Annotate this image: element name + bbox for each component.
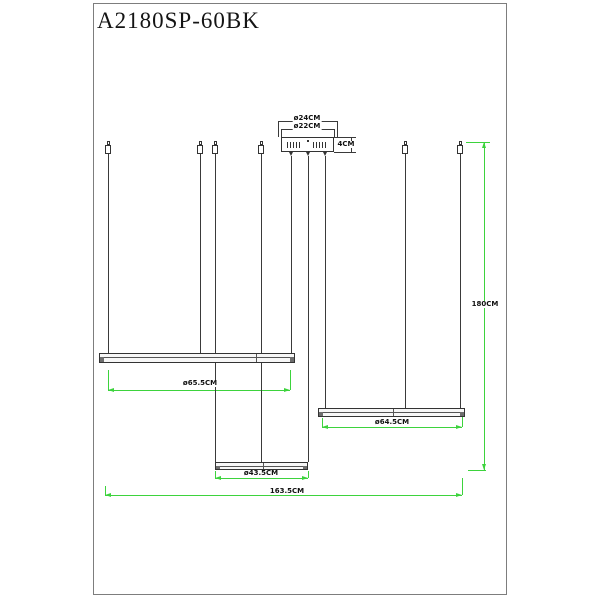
- arrowhead-up: [482, 142, 486, 148]
- extension-line: [278, 121, 279, 137]
- arrowhead-left: [322, 425, 328, 429]
- arrowhead-right: [302, 476, 308, 480]
- suspension-wire: [215, 154, 216, 462]
- ring-end-cap: [290, 357, 294, 362]
- suspension-wire: [405, 154, 406, 408]
- canopy-inner-dim-label: ø22CM: [293, 122, 321, 130]
- ring-edge-line: [216, 466, 307, 467]
- extension-line: [462, 478, 463, 495]
- extension-line: [334, 129, 335, 137]
- suspension-wire: [460, 154, 461, 410]
- ring-seam: [393, 409, 394, 416]
- extension-line: [468, 470, 486, 471]
- ring-edge-line: [100, 357, 294, 358]
- extension-line: [466, 142, 490, 143]
- dimension-label-overall-width: 163.5CM: [269, 487, 305, 495]
- ring-end-cap: [303, 466, 307, 469]
- arrowhead-right: [456, 493, 462, 497]
- dimension-line-overall-width: [105, 495, 462, 496]
- ring-end-cap: [460, 412, 464, 416]
- arrowhead-left: [215, 476, 221, 480]
- suspension-wire: [108, 154, 109, 353]
- wire-connector: [289, 152, 293, 156]
- ring-edge-line: [319, 412, 464, 413]
- suspension-wire: [308, 156, 309, 462]
- wire-connector: [323, 152, 327, 156]
- suspension-wire: [291, 156, 292, 353]
- wire-connector: [306, 152, 310, 156]
- ring-end-cap: [319, 412, 323, 416]
- ring-bar-medium: [318, 408, 465, 417]
- suspension-wire: [200, 154, 201, 353]
- suspension-wire: [261, 154, 262, 462]
- dimension-label-large-ring: ø65.5CM: [182, 379, 218, 387]
- cord-grip: [212, 145, 218, 154]
- cord-grip: [457, 145, 463, 154]
- ring-seam: [256, 354, 257, 362]
- extension-line: [290, 370, 291, 390]
- arrowhead-left: [108, 388, 114, 392]
- canopy-height-dim-label: 4CM: [337, 140, 355, 148]
- ceiling-canopy: [281, 137, 334, 152]
- cord-grip: [197, 145, 203, 154]
- dimension-label-suspension-height: 180CM: [471, 300, 499, 308]
- cord-grip: [105, 145, 111, 154]
- dimension-label-medium-ring: ø64.5CM: [374, 418, 410, 426]
- page-title: A2180SP-60BK: [97, 8, 260, 33]
- arrowhead-down: [482, 464, 486, 470]
- extension-line: [308, 471, 309, 478]
- extension-line: [108, 370, 109, 390]
- extension-line: [334, 137, 356, 138]
- terminal-block: [313, 142, 327, 148]
- extension-line: [281, 129, 282, 137]
- dimension-line-large-ring: [108, 390, 290, 391]
- extension-line: [334, 152, 356, 153]
- arrowhead-left: [105, 493, 111, 497]
- extension-line: [337, 121, 338, 137]
- arrowhead-right: [456, 425, 462, 429]
- terminal-block: [287, 142, 301, 148]
- drawing-frame: [93, 3, 507, 595]
- dimension-label-small-ring: ø43.5CM: [243, 469, 279, 477]
- canopy-outer-dim-label: ø24CM: [293, 114, 321, 122]
- arrowhead-right: [284, 388, 290, 392]
- dimension-line-medium-ring: [322, 427, 462, 428]
- dimension-line-small-ring: [215, 478, 308, 479]
- ring-bar-large: [99, 353, 295, 363]
- cord-grip: [258, 145, 264, 154]
- extension-line: [462, 417, 463, 427]
- ring-end-cap: [100, 357, 104, 362]
- ring-end-cap: [216, 466, 220, 469]
- suspension-wire: [325, 156, 326, 408]
- cord-grip: [402, 145, 408, 154]
- canopy-center-mark: [307, 140, 309, 142]
